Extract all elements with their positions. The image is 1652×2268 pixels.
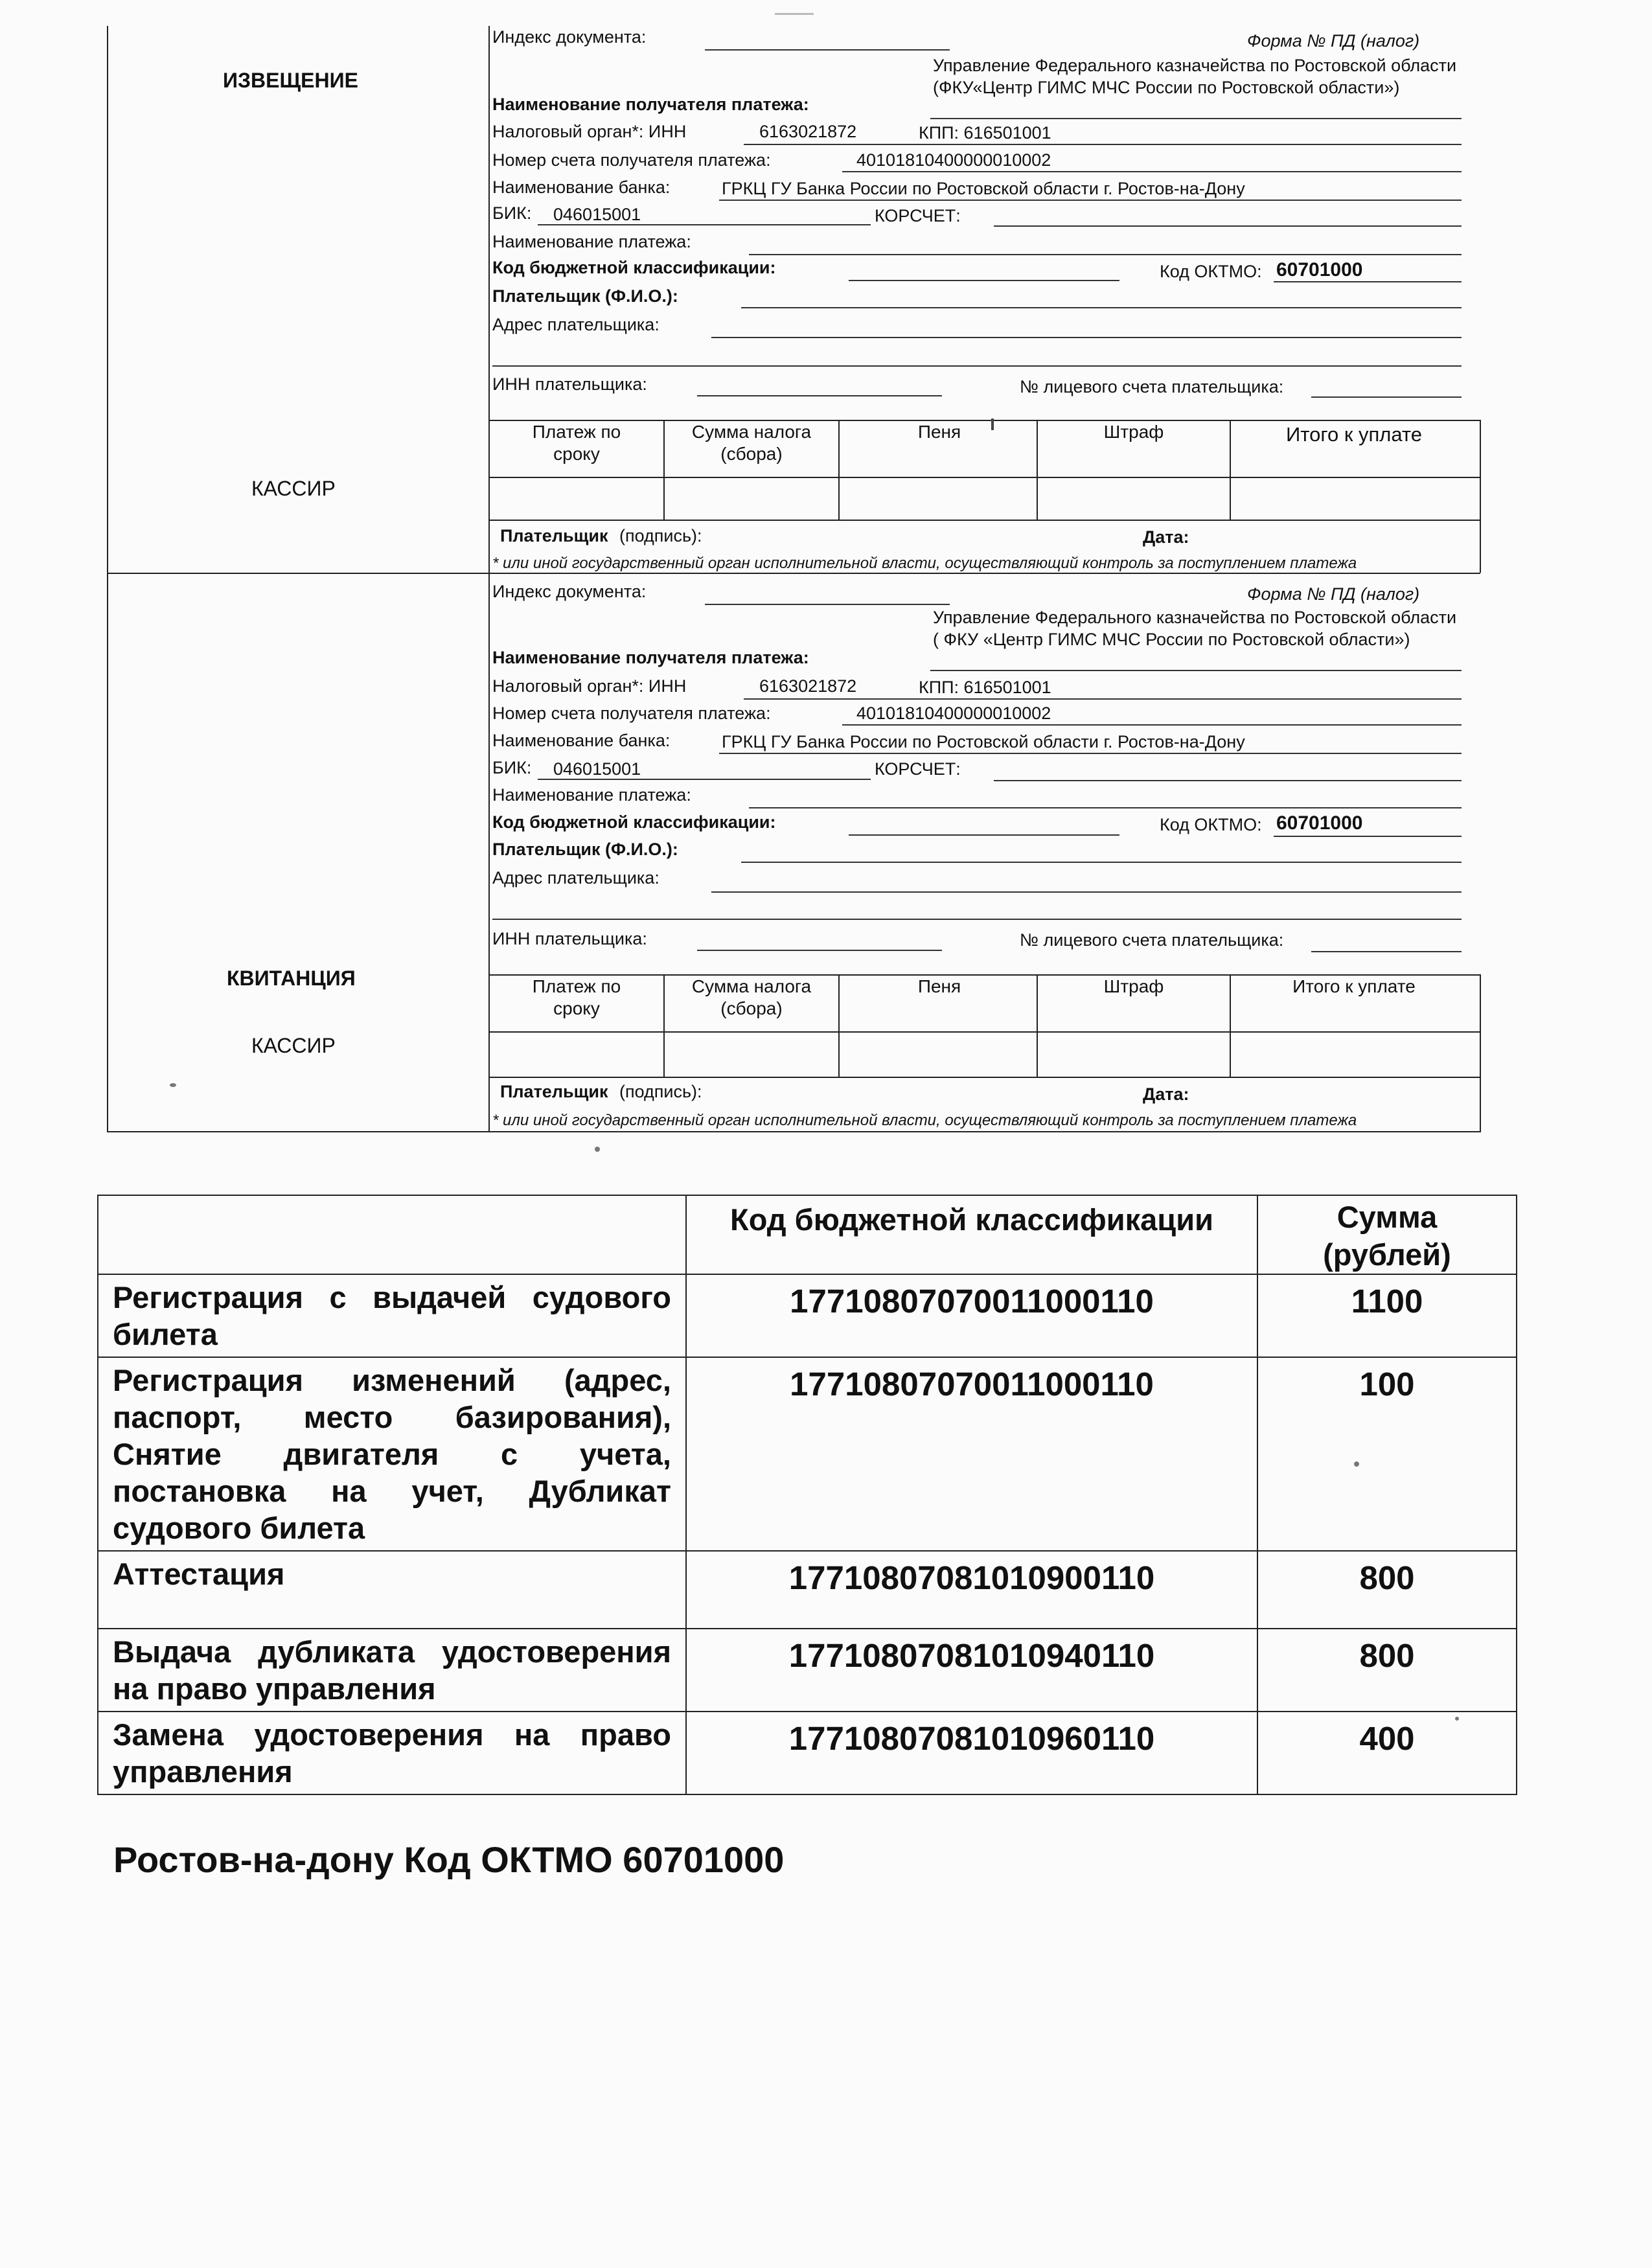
service-name: Выдача дубликата удостоверения на право управления: [98, 1629, 686, 1712]
grid-bottom: [488, 520, 1480, 521]
bik-label: БИК:: [492, 758, 532, 777]
footnote: * или иной государственный орган исполнительной власти, осуществляющий контроль за поступлением платежа: [492, 1112, 1357, 1129]
tax-label: Налоговый орган*: ИНН: [492, 676, 687, 696]
cashier-label: КАССИР: [251, 477, 336, 500]
doc-index-field[interactable]: [705, 604, 950, 605]
receiver-label: Наименование получателя платежа:: [492, 95, 809, 114]
service-name: Регистрация с выдачей судового билета: [98, 1274, 686, 1357]
sum-value: 400: [1257, 1712, 1517, 1794]
col-header-penalty: Пеня: [917, 976, 961, 996]
date-label: Дата:: [1143, 527, 1189, 547]
form-number: Форма № ПД (налог): [1247, 31, 1420, 51]
korr-field[interactable]: [994, 225, 1462, 227]
grid-col-1: [663, 420, 665, 521]
grid-col-4: [1230, 974, 1231, 1078]
sum-value: 1100: [1257, 1274, 1517, 1357]
table-row: [98, 1274, 1517, 1357]
kbk-code: 17710807081010940110: [686, 1629, 1257, 1712]
bik-value: 046015001: [553, 205, 641, 224]
bank-value: ГРКЦ ГУ Банка России по Ростовской области г. Ростов-на-Дону: [722, 179, 1245, 198]
header-service: [98, 1195, 686, 1274]
address-field[interactable]: [711, 337, 1462, 338]
receiver-underline: [930, 118, 1462, 119]
sum-value: 800: [1257, 1551, 1517, 1629]
date-label: Дата:: [1143, 1084, 1189, 1104]
form-right-border-2: [1480, 974, 1481, 1132]
oktmo-label: Код ОКТМО:: [1160, 262, 1262, 281]
kpp-value: КПП: 616501001: [919, 678, 1051, 697]
header-code: Код бюджетной классификации: [686, 1195, 1257, 1274]
grid-bottom: [488, 1077, 1480, 1078]
col-header-total: Итого к уплате: [1285, 423, 1423, 446]
oktmo-value: 60701000: [1276, 812, 1363, 834]
grid-col-3: [1037, 420, 1038, 521]
address-field[interactable]: [711, 891, 1462, 893]
bank-value: ГРКЦ ГУ Банка России по Ростовской области г. Ростов-на-Дону: [722, 732, 1245, 751]
col-header-payment: Платеж по сроку: [532, 976, 621, 1018]
kbk-code: 17710807070011000110: [686, 1357, 1257, 1551]
sign-hint: (подпись):: [619, 526, 702, 545]
grid-col-1: [663, 974, 665, 1078]
sign-label: Плательщик: [500, 526, 608, 545]
account-value: 40101810400000010002: [856, 704, 1051, 723]
sign-hint: (подпись):: [619, 1082, 702, 1101]
tax-label: Налоговый орган*: ИНН: [492, 122, 687, 141]
korr-label: КОРСЧЕТ:: [875, 206, 961, 225]
kbk-field[interactable]: [849, 280, 1119, 281]
receiver-value: Управление Федерального казначейства по Ростовской области (ФКУ«Центр ГИМС МЧС России по Ростовской области»): [933, 56, 1457, 97]
scan-mark: [991, 418, 994, 430]
grid-mid: [488, 1031, 1480, 1033]
sum-value: 800: [1257, 1629, 1517, 1712]
korr-label: КОРСЧЕТ:: [875, 759, 961, 779]
scan-mark: [775, 13, 814, 15]
form-bottom-border: [107, 1131, 1480, 1132]
header-sum: Сумма (рублей): [1257, 1195, 1517, 1274]
footer-oktmo: Ростов-на-дону Код ОКТМО 60701000: [113, 1839, 785, 1880]
kbk-field[interactable]: [849, 834, 1119, 836]
grid-col-2: [838, 974, 840, 1078]
grid-col-2: [838, 420, 840, 521]
account-no-label: № лицевого счета плательщика:: [1020, 930, 1284, 950]
grid-mid: [488, 477, 1480, 478]
side-label: ИЗВЕЩЕНИЕ: [223, 69, 358, 92]
payer-field[interactable]: [741, 307, 1462, 308]
grid-col-3: [1037, 974, 1038, 1078]
kbk-label: Код бюджетной классификации:: [492, 258, 776, 277]
table-row: [98, 1357, 1517, 1551]
account-underline: [842, 724, 1462, 726]
col-header-fine: Штраф: [1103, 422, 1164, 442]
cashier-label: КАССИР: [251, 1034, 336, 1057]
doc-index-label: Индекс документа:: [492, 27, 647, 47]
korr-field[interactable]: [994, 780, 1462, 781]
bank-underline: [719, 200, 1462, 201]
sign-label: Плательщик: [500, 1082, 608, 1101]
payment-name-field[interactable]: [749, 807, 1462, 808]
kpp-value: КПП: 616501001: [919, 123, 1051, 143]
col-header-tax: Сумма налога (сбора): [691, 422, 812, 464]
form-number: Форма № ПД (налог): [1247, 584, 1420, 604]
tax-underline: [744, 698, 1462, 700]
payment-name-label: Наименование платежа:: [492, 785, 691, 805]
form-separator: [107, 573, 1480, 574]
account-label: Номер счета получателя платежа:: [492, 704, 771, 723]
col-header-penalty: Пеня: [917, 422, 961, 442]
payer-field[interactable]: [741, 862, 1462, 863]
col-header-total: Итого к уплате: [1292, 976, 1416, 996]
oktmo-label: Код ОКТМО:: [1160, 815, 1262, 834]
bik-underline: [538, 779, 871, 780]
col-header-fine: Штраф: [1103, 976, 1164, 996]
payer-label: Плательщик (Ф.И.О.):: [492, 286, 678, 306]
payment-name-field[interactable]: [749, 254, 1462, 255]
service-name: Регистрация изменений (адрес, паспорт, место базирования), Снятие двигателя с учета, постановка на учет, Дубликат судового билета: [98, 1357, 686, 1551]
form-left-border: [107, 26, 108, 1132]
kbk-code: 17710807081010960110: [686, 1712, 1257, 1794]
scan-mark: [1455, 1717, 1459, 1721]
address-label: Адрес плательщика:: [492, 315, 660, 334]
bik-underline: [538, 224, 871, 225]
inn-value: 6163021872: [759, 676, 857, 696]
payer-inn-field[interactable]: [697, 950, 942, 951]
doc-index-label: Индекс документа:: [492, 582, 647, 601]
address-label: Адрес плательщика:: [492, 868, 660, 888]
service-name: Замена удостоверения на право управления: [98, 1712, 686, 1794]
sum-value: 100: [1257, 1357, 1517, 1551]
receiver-underline: [930, 670, 1462, 671]
address-field-2[interactable]: [492, 919, 1462, 920]
bank-underline: [719, 753, 1462, 754]
bank-label: Наименование банка:: [492, 178, 671, 197]
table-row: [98, 1629, 1517, 1712]
payment-name-label: Наименование платежа:: [492, 232, 691, 251]
payer-inn-label: ИНН плательщика:: [492, 374, 647, 394]
col-header-tax: Сумма налога (сбора): [691, 976, 812, 1018]
scan-mark: [170, 1083, 176, 1087]
account-no-field[interactable]: [1311, 951, 1462, 952]
tax-underline: [744, 144, 1462, 145]
table-header-row: [98, 1195, 1517, 1274]
receiver-label: Наименование получателя платежа:: [492, 648, 809, 667]
account-no-field[interactable]: [1311, 396, 1462, 398]
account-label: Номер счета получателя платежа:: [492, 150, 771, 170]
side-label: КВИТАНЦИЯ: [227, 967, 356, 990]
scan-mark: [595, 1147, 600, 1152]
kbk-label: Код бюджетной классификации:: [492, 812, 776, 832]
bank-label: Наименование банка:: [492, 731, 671, 750]
table-row: [98, 1551, 1517, 1629]
col-header-payment: Платеж по сроку: [532, 422, 621, 464]
receiver-value: Управление Федерального казначейства по Ростовской области ( ФКУ «Центр ГИМС МЧС России по Ростовской области»): [933, 608, 1457, 649]
doc-index-field[interactable]: [705, 49, 950, 51]
oktmo-underline: [1274, 281, 1462, 282]
payer-inn-field[interactable]: [697, 395, 942, 396]
footnote: * или иной государственный орган исполнительной власти, осуществляющий контроль за поступлением платежа: [492, 555, 1357, 572]
account-value: 40101810400000010002: [856, 150, 1051, 170]
form-right-border-1: [1480, 420, 1481, 573]
inn-value: 6163021872: [759, 122, 857, 141]
kbk-code: 17710807070011000110: [686, 1274, 1257, 1357]
kbk-code: 17710807081010900110: [686, 1551, 1257, 1629]
service-name: Аттестация: [98, 1551, 686, 1629]
account-no-label: № лицевого счета плательщика:: [1020, 377, 1284, 396]
kbk-table: [97, 1195, 1517, 1795]
scan-mark: [1354, 1461, 1359, 1467]
oktmo-value: 60701000: [1276, 259, 1363, 281]
form-divider: [488, 26, 490, 1132]
table-row: [98, 1712, 1517, 1794]
payer-label: Плательщик (Ф.И.О.):: [492, 840, 678, 859]
account-underline: [842, 171, 1462, 172]
grid-col-4: [1230, 420, 1231, 521]
address-field-2[interactable]: [492, 365, 1462, 367]
payer-inn-label: ИНН плательщика:: [492, 929, 647, 948]
bik-label: БИК:: [492, 203, 532, 223]
oktmo-underline: [1274, 836, 1462, 837]
bik-value: 046015001: [553, 759, 641, 779]
